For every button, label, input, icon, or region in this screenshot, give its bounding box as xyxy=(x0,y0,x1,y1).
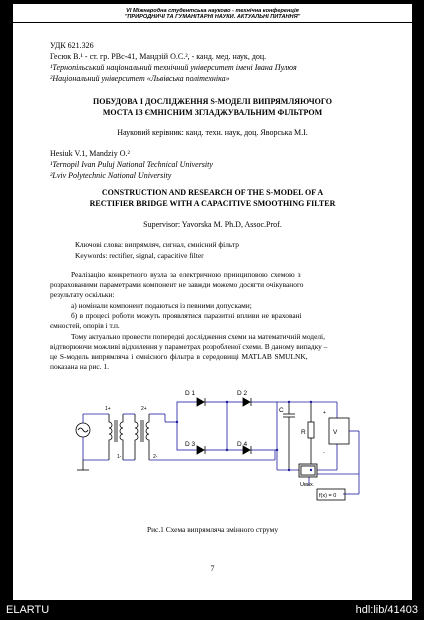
label-2-minus: 2- xyxy=(153,454,158,460)
affiliation-en-2: ²Lviv Polytechnic National University xyxy=(50,171,172,180)
label-1-plus: 1+ xyxy=(105,406,111,412)
body-line: Реалізацію конкретного вузла за електричною принциповою схемою з xyxy=(71,270,301,279)
scope-icon xyxy=(299,464,317,477)
keywords-en: Keywords: rectifier, signal, capacitive filter xyxy=(75,251,204,260)
body-line: це S-модель випрямляча і ємнісного фільтра в середовищі MATLAB SMULNK, xyxy=(50,352,308,361)
affiliation-en-1: ¹Ternopil Ivan Puluj National Technical University xyxy=(50,160,213,169)
label-2-plus: 2+ xyxy=(141,406,147,412)
label-fx: f(x) = 0 xyxy=(319,493,337,499)
label-plus: + xyxy=(323,410,326,416)
affiliation-ua-2: ²Національний університет «Львівська політехніка» xyxy=(50,74,230,83)
label-d3: D 3 xyxy=(185,441,196,448)
body-line: розрахованими параметрами компонент не завжди можемо досягти очікуваного xyxy=(50,280,304,289)
udk-code: УДК 621.326 xyxy=(50,41,94,50)
body-line: Тому актуально провести попередні дослідження схеми на математичній моделі, xyxy=(71,332,325,341)
resistor-icon xyxy=(308,402,314,470)
keywords-ua: Ключові слова: випрямляч, сигнал, ємнісний фільтр xyxy=(75,240,240,249)
viewer-footer-bar xyxy=(0,600,424,620)
body-line: ємностей, опорів і т.п. xyxy=(50,321,120,330)
body-line: відтворюючи можливі відхилення у параметрах розробленої схеми. В даному випадку – xyxy=(50,342,328,351)
title-ua-line-1: ПОБУДОВА І ДОСЛІДЖЕННЯ S-МОДЕЛІ ВИПРЯМЛЯЮЧОГО xyxy=(93,97,332,106)
body-line: а) номінали компонент подаються із певними допусками; xyxy=(71,301,252,310)
label-d1: D 1 xyxy=(185,390,196,397)
capacitor-icon xyxy=(283,402,295,470)
label-d4: D 4 xyxy=(237,441,248,448)
authors-en: Hesiuk V.1, Mandziy O.² xyxy=(50,149,130,158)
diode-d3-icon xyxy=(197,446,205,454)
label-d2: D 2 xyxy=(237,390,248,397)
body-line: б) в процесі роботи можуть проявлятися паразитні впливи не враховані xyxy=(71,311,302,320)
supervisor-en: Supervisor: Yavorska M. Ph.D, Assoc.Prof. xyxy=(143,220,282,229)
handle-link[interactable]: hdl:lib/41403 xyxy=(355,604,418,616)
header-rule xyxy=(13,22,412,23)
paper-page xyxy=(13,4,412,600)
affiliation-ua-1: ¹Тернопільський національний технічний університет імені Івана Пулюя xyxy=(50,63,297,72)
title-en-line-1: CONSTRUCTION AND RESEARCH OF THE S-MODEL OF A xyxy=(101,188,324,197)
label-scope: Uвих. xyxy=(300,482,315,488)
rectifier-circuit-figure xyxy=(13,374,412,514)
conference-header-line-1: VІ Міжнародна студентська науково - технічна конференція xyxy=(126,8,299,14)
conference-header-line-2: "ПРИРОДНИЧІ ТА ГУМАНІТАРНІ НАУКИ. АКТУАЛЬНІ ПИТАННЯ" xyxy=(124,14,301,20)
transformer-2-icon xyxy=(135,414,149,460)
diode-d2-icon xyxy=(243,398,251,406)
title-ua-line-2: МОСТА ІЗ ЄМНІСНИМ ЗГЛАДЖУВАЛЬНИМ ФІЛЬТРОМ xyxy=(102,108,323,117)
voltage-meter-icon xyxy=(329,418,349,444)
body-line: результату оскільки: xyxy=(50,290,115,299)
diode-d1-icon xyxy=(197,398,205,406)
title-en-line-2: RECTIFIER BRIDGE WITH A CAPACITIVE SMOOTHING FILTER xyxy=(89,199,336,208)
figure-caption: Рис.1 Схема випрямляча змінного струму xyxy=(146,525,279,534)
repository-label: ELARTU xyxy=(6,604,50,616)
label-1-minus: 1- xyxy=(117,454,122,460)
label-c: C xyxy=(279,407,284,414)
body-line: показана на рис. 1. xyxy=(50,362,109,371)
label-minus: - xyxy=(323,450,325,456)
label-r: R xyxy=(301,429,306,436)
supervisor-ua: Науковий керівник: канд. техн. наук, доц. Яворська М.І. xyxy=(117,128,308,137)
page-number: 7 xyxy=(210,564,215,573)
label-meter: V xyxy=(333,429,338,436)
authors-ua: Гесюк В.¹ - ст. гр. РВс-41, Мандзій О.С.², - канд. мед. наук, доц. xyxy=(50,52,267,61)
